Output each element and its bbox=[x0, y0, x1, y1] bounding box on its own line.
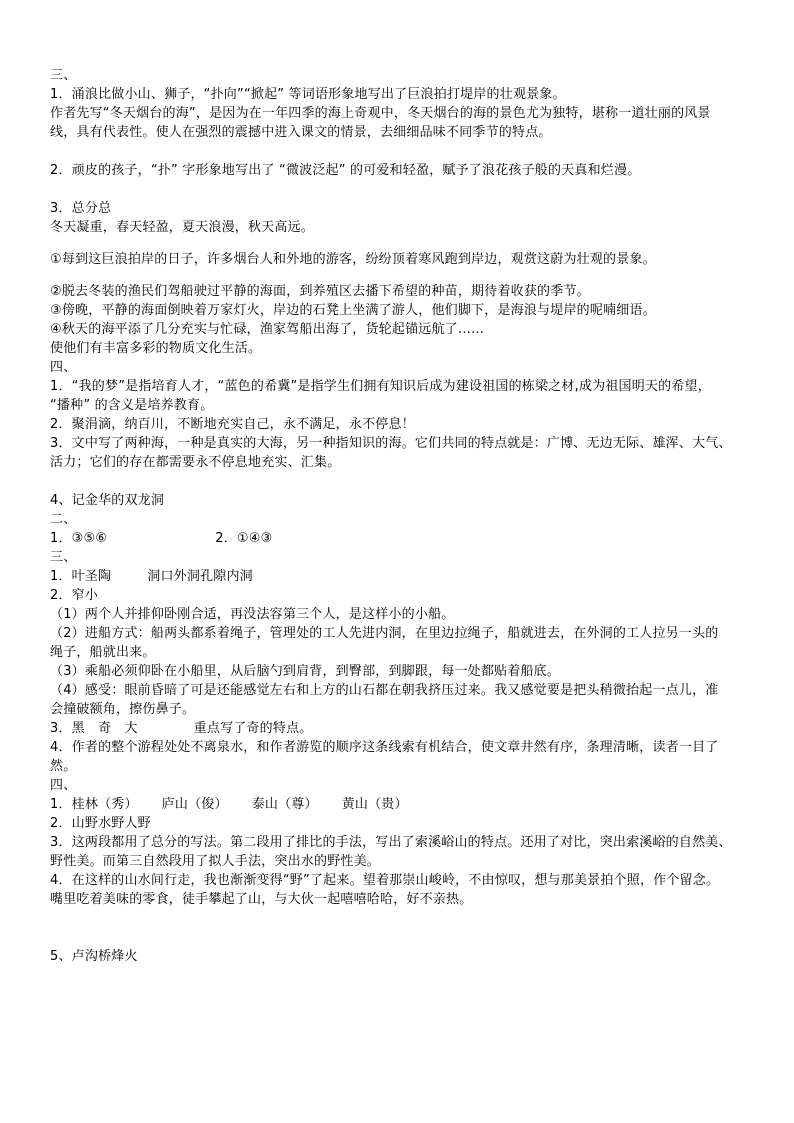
answer-line: 作者先写“冬天烟台的海”，是因为在一年四季的海上奇观中，冬天烟台的海的景色尤为独特，堪称一道壮丽的风景 bbox=[50, 106, 711, 121]
answer-document bbox=[50, 66, 754, 966]
answer-line: “播种” 的含义是培养教育。 bbox=[50, 398, 214, 413]
answer-line: ②脱去冬装的渔民们驾船驶过平静的海面，到养殖区去播下希望的种苗，期待着收获的季节。 bbox=[50, 284, 590, 299]
section-heading-4: 四、 bbox=[50, 778, 77, 793]
answer-part: 2．①④③ bbox=[215, 531, 273, 546]
answer-line: 3．这两段都用了总分的写法。第二段用了排比的手法，写出了索溪峪山的特点。还用了对比，突出索溪峪的自然美、 bbox=[50, 835, 732, 850]
answer-line: 4．在这样的山水间行走，我也渐渐变得“野”了起来。望着那崇山峻岭，不由惊叹，想与那美景拍个照，作个留念。 bbox=[50, 873, 720, 888]
answer-part: 泰山（尊） bbox=[251, 797, 318, 812]
answer-line: ④秋天的海平添了几分充实与忙碌，渔家驾船出海了，货轮起锚远航了…… bbox=[50, 322, 485, 337]
answer-line: 1．涌浪比做小山、狮子，“扑向”“掀起” 等词语形象地写出了巨浪拍打堤岸的壮观景象。 bbox=[50, 87, 566, 102]
answer-line: （4）感受：眼前昏暗了可是还能感觉左右和上方的山石都在朝我挤压过来。我又感觉要是把头稍微抬起一点儿，准 bbox=[50, 683, 719, 698]
answer-line: 绳子，船就出来。 bbox=[50, 645, 156, 660]
lesson-title: 4、记金华的双龙洞 bbox=[50, 493, 165, 508]
section-heading-3: 三、 bbox=[50, 68, 77, 83]
answer-line: 3．总分总 bbox=[50, 201, 112, 216]
answer-line: （3）乘船必须仰卧在小船里，从后脑勺到肩背，到臀部，到脚跟，每一处都贴着船底。 bbox=[50, 664, 561, 679]
answer-line: 活力；它们的存在都需要永不停息地充实、汇集。 bbox=[50, 455, 341, 470]
answer-line bbox=[50, 567, 754, 586]
answer-line: ③傍晚，平静的海面倒映着万家灯火，岸边的石凳上坐满了游人，他们脚下，是海浪与堤岸的呢喃细语。 bbox=[50, 303, 656, 318]
answer-line: 2．聚涓滴，纳百川，不断地充实自己，永不满足，永不停息！ bbox=[50, 417, 415, 432]
answer-line: 线，具有代表性。使人在强烈的震撼中进入课文的情景，去细细品味不同季节的特点。 bbox=[50, 125, 552, 140]
answer-part: 1．叶圣陶 bbox=[50, 569, 112, 584]
lesson-title: 5、卢沟桥烽火 bbox=[50, 949, 138, 964]
answer-part: 1．桂林（秀） bbox=[50, 797, 138, 812]
answer-line: 野性美。而第三自然段用了拟人手法，突出水的野性美。 bbox=[50, 854, 381, 869]
answer-line: （1）两个人并排仰卧刚合适，再没法容第三个人，是这样小的小船。 bbox=[50, 607, 455, 622]
answer-line: ①每到这巨浪拍岸的日子，许多烟台人和外地的游客，纷纷顶着寒风跑到岸边，观赏这蔚为壮观的景象。 bbox=[50, 252, 656, 267]
answer-line: 然。 bbox=[50, 759, 77, 774]
answer-part: 黄山（贵） bbox=[341, 797, 408, 812]
answer-line: 冬天凝重，春天轻盈，夏天浪漫，秋天高远。 bbox=[50, 220, 315, 235]
answer-line: 会撞破额角，擦伤鼻子。 bbox=[50, 702, 196, 717]
answer-line bbox=[50, 719, 754, 738]
section-heading-4: 四、 bbox=[50, 360, 77, 375]
answer-line bbox=[50, 529, 754, 548]
answer-part: 庐山（俊） bbox=[161, 797, 228, 812]
answer-line: 1．“我的梦”是指培育人才，“蓝色的希冀”是指学生们拥有知识后成为建设祖国的栋梁之材,成为祖国明天的希望， bbox=[50, 379, 711, 394]
answer-line: 2．顽皮的孩子，“扑” 字形象地写出了 “微波泛起” 的可爱和轻盈，赋予了浪花孩子般的天真和烂漫。 bbox=[50, 163, 641, 178]
answer-part: 重点写了奇的特点。 bbox=[193, 721, 313, 736]
answer-line: 嘴里吃着美味的零食，徒手攀起了山，与大伙一起嘻嘻哈哈，好不亲热。 bbox=[50, 892, 473, 907]
answer-line bbox=[50, 795, 754, 814]
answer-line: （2）进船方式：船两头都系着绳子，管理处的工人先进内洞，在里边拉绳子，船就进去，在外洞的工人拉另一头的 bbox=[50, 626, 719, 641]
answer-line: 2．窄小 bbox=[50, 588, 99, 603]
answer-line: 使他们有丰富多彩的物质文化生活。 bbox=[50, 341, 262, 356]
answer-part: 洞口外洞孔隙内洞 bbox=[147, 569, 253, 584]
section-heading-2: 二、 bbox=[50, 512, 77, 527]
answer-line: 2．山野水野人野 bbox=[50, 816, 151, 831]
answer-line: 3．文中写了两种海，一种是真实的大海，另一种指知识的海。它们共同的特点就是：广博、无边无际、雄浑、大气、 bbox=[50, 436, 732, 451]
answer-part: 3．黑 奇 大 bbox=[50, 721, 138, 736]
section-heading-3: 三、 bbox=[50, 550, 77, 565]
answer-part: 1．③⑤⑥ bbox=[50, 531, 108, 546]
answer-line: 4．作者的整个游程处处不离泉水，和作者游览的顺序这条线索有机结合，使文章井然有序，条理清晰，读者一目了 bbox=[50, 740, 719, 755]
